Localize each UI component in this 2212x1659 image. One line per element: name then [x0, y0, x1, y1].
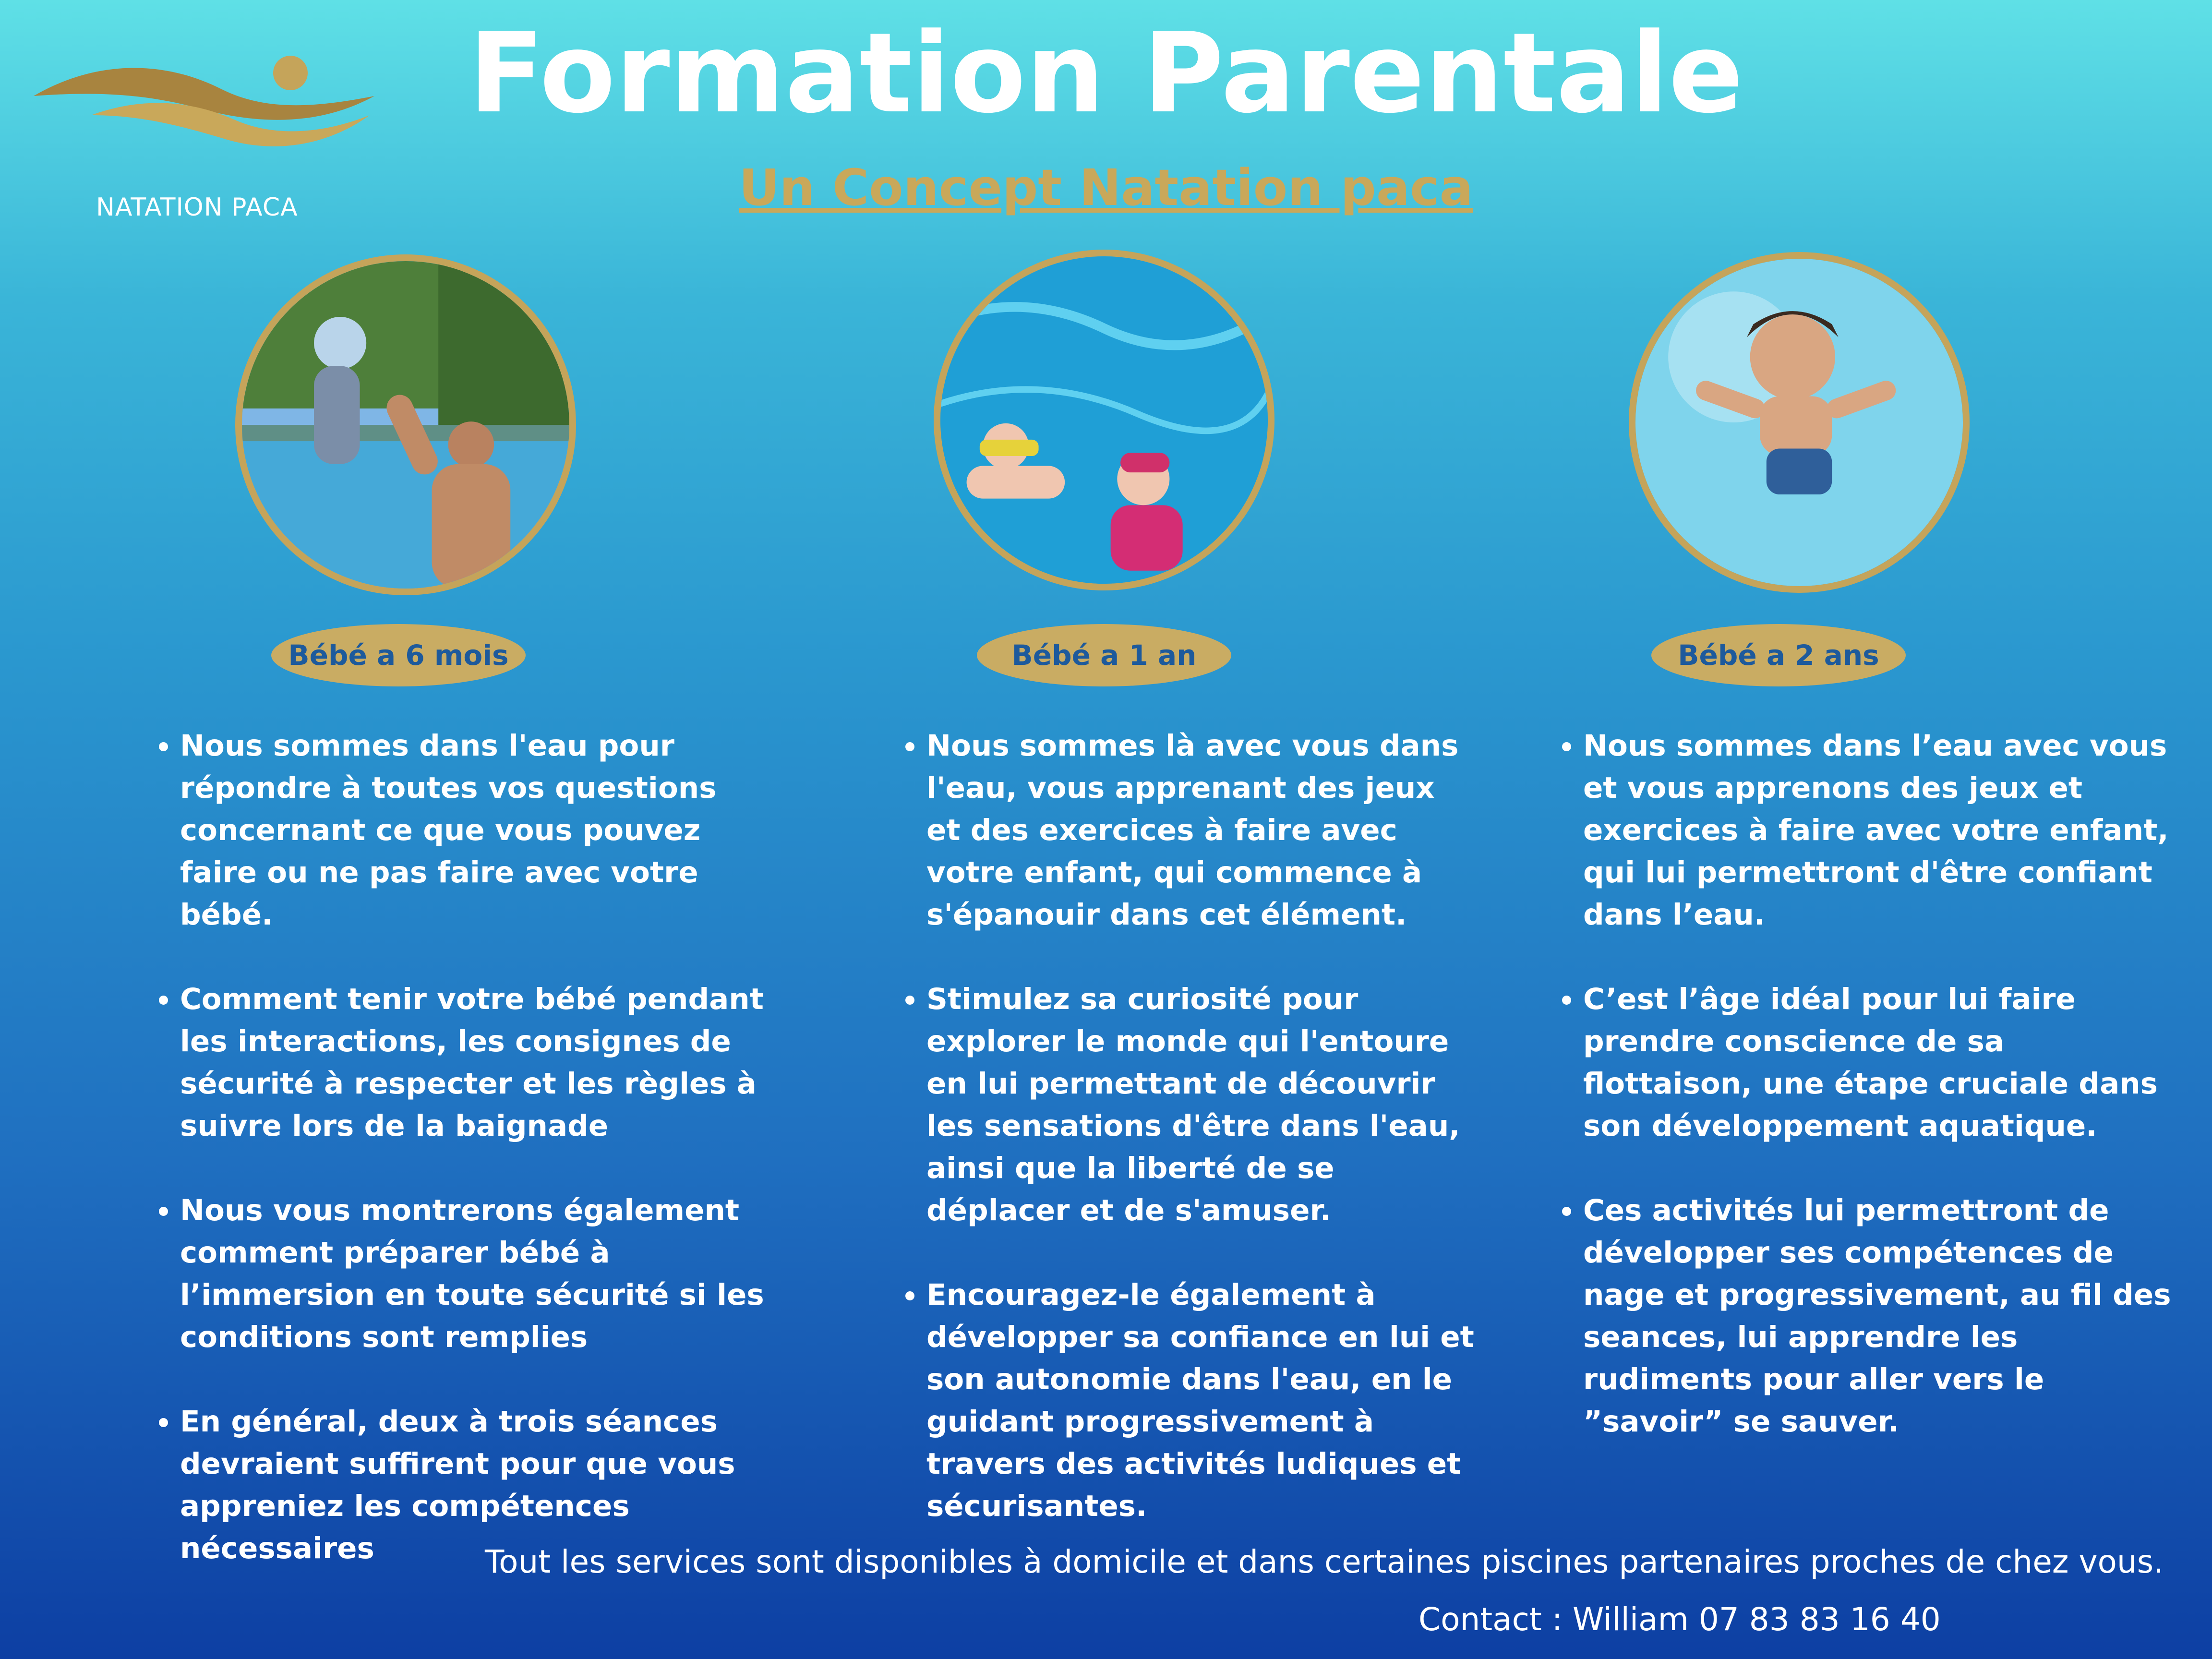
list-item: • En général, deux à trois séances devraient suffirent pour que vous appreniez les compétences nécessaires [180, 1401, 770, 1570]
badge-age-6-months: Bébé a 6 mois [271, 624, 526, 686]
list-item: • Nous sommes dans l'eau pour répondre à toutes vos questions concernant ce que vous pouvez faire ou ne pas faire avec votre bébé. [180, 725, 770, 936]
bullet-list-1-year [902, 725, 1479, 1527]
child-swimming-underwater-image [1635, 259, 1963, 586]
badge-age-2-years: Bébé a 2 ans [1651, 624, 1906, 686]
brand-name: NATATION PACA [96, 193, 298, 222]
list-item: • Comment tenir votre bébé pendant les interactions, les consignes de sécurité à respecter et les règles à suivre lors de la baignade [180, 978, 770, 1147]
list-item: • Nous sommes dans l’eau avec vous et vous apprenons des jeux et exercices à faire avec votre enfant, qui lui permettront d'être confiant dans l’eau. [1583, 725, 2174, 936]
list-item: • C’est l’âge idéal pour lui faire prendre conscience de sa flottaison, une étape cruciale dans son développement aquatique. [1583, 978, 2174, 1147]
services-note: Tout les services sont disponibles à domicile et dans certaines piscines partenaires proches de chez vous. [485, 1543, 2164, 1580]
kids-floating-pool-image [940, 256, 1268, 584]
list-item: • Nous vous montrerons également comment préparer bébé à l’immersion en toute sécurité si les conditions sont remplies [180, 1190, 770, 1358]
list-item: • Nous sommes là avec vous dans l'eau, vous apprenant des jeux et des exercices à faire avec votre enfant, qui commence à s'épanouir dans cet élément. [926, 725, 1479, 936]
bullet-list-6-months [156, 725, 770, 1570]
contact-info: Contact : William 07 83 83 16 40 [1419, 1601, 1941, 1638]
list-item: • Encouragez-le également à développer sa confiance en lui et son autonomie dans l'eau, en le guidant progressivement à travers des activités ludiques et sécurisantes. [926, 1274, 1479, 1527]
page-subtitle[interactable]: Un Concept Natation paca [739, 158, 1473, 217]
page-title: Formation Parentale [469, 10, 1743, 138]
parent-baby-pool-image [242, 261, 569, 589]
photo-baby-1-year [934, 250, 1274, 590]
list-item: • Ces activités lui permettront de développer ses compétences de nage et progressivement, au fil des seances, lui apprendre les rudiments pour aller vers le ”savoir” se sauver. [1583, 1190, 2174, 1443]
photo-baby-2-years [1629, 252, 1970, 593]
bullet-list-2-years [1559, 725, 2174, 1443]
badge-age-1-year: Bébé a 1 an [977, 624, 1231, 686]
photo-baby-6-months [235, 254, 576, 595]
list-item: • Stimulez sa curiosité pour explorer le monde qui l'entoure en lui permettant de découvrir les sensations d'être dans l'eau, ainsi que la liberté de se déplacer et de s'amuser. [926, 978, 1479, 1232]
